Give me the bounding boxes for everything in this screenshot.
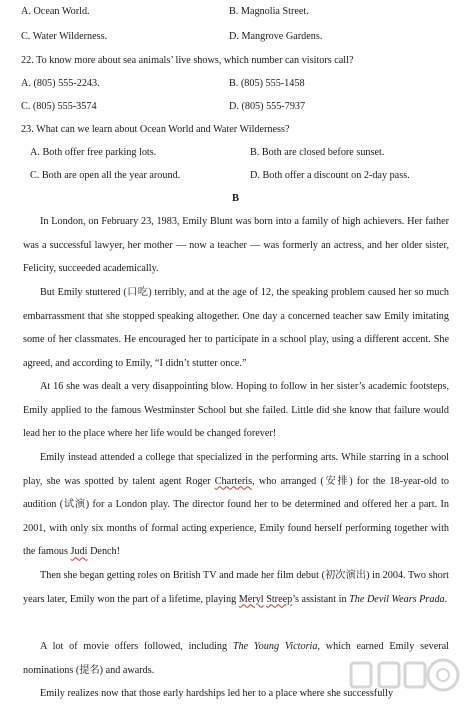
film-title: The Devil Wears Prada <box>349 593 445 605</box>
option-letter: A. <box>21 6 31 17</box>
q22-option-d[interactable] <box>229 101 305 112</box>
q22-option-a[interactable] <box>21 78 100 89</box>
option-text: Both are open all the year around. <box>41 170 181 181</box>
option-letter: C. <box>30 170 40 181</box>
paragraph-text: , which earned Emily several nominations (提名) and awards. <box>23 641 449 676</box>
person-name: Streep <box>266 593 293 605</box>
option-letter: C. <box>21 101 31 112</box>
option-text: Both are closed before sunset. <box>261 147 385 158</box>
option-text: Both offer a discount on 2-day pass. <box>262 170 410 181</box>
paragraph-text: Emily instead attended a college that specialized in the performing arts. While starring in a school play, she was spotted by talent agent Roger <box>23 452 449 487</box>
person-name: Judi <box>70 546 88 558</box>
q22-stem: 22. To know more about sea animals’ live shows, which number can visitors call? <box>21 55 354 66</box>
q21-option-b[interactable] <box>229 6 309 17</box>
passage-paragraph-7: Emily realizes now that those early hardships led her to a place where she successfully <box>40 688 394 699</box>
q23-option-d[interactable] <box>250 170 410 181</box>
person-name: Meryl <box>238 593 264 605</box>
passage-paragraph-3: At 16 she was dealt a very disappointing blow. Hoping to follow in her sister’s academic footsteps, Emily applied to the famous Westminster School but she failed. Little did she know that failure would lead her to the place where her life would be changed forever! <box>23 381 449 440</box>
q22-option-c[interactable] <box>21 101 97 112</box>
option-text: Water Wilderness. <box>32 31 108 42</box>
option-letter: B. <box>229 78 239 89</box>
option-text: (805) 555-2243. <box>33 78 100 89</box>
passage-paragraph-4 <box>23 446 449 564</box>
option-text: (805) 555-7937 <box>241 101 306 112</box>
passage-paragraph-5 <box>23 564 449 611</box>
paragraph-text: , who arranged (安排) for the 18-year-old to audition (试演) for a London play. The director found her to be determined and offered her a part. In 2001, with only six months of formal acting experience, Emily found herself performing together with the famous <box>23 475 449 558</box>
option-text: Both offer free parking lots. <box>42 147 157 158</box>
passage-paragraph-1: In London, on February 23, 1983, Emily Blunt was born into a family of high achievers. Her father was a successful lawyer, her mother — now a teacher — was formerly an actress, and her older sister, Felicity, succeeded academically. <box>23 216 449 275</box>
person-name: Charteris <box>214 475 253 487</box>
option-letter: B. <box>229 6 239 17</box>
paragraph-text: Dench! <box>87 546 121 558</box>
option-letter: A. <box>21 78 31 89</box>
q21-option-d[interactable] <box>229 31 322 42</box>
q21-option-c[interactable] <box>21 31 107 42</box>
option-letter: D. <box>229 31 239 42</box>
option-letter: A. <box>30 147 40 158</box>
q23-option-b[interactable] <box>250 147 384 158</box>
q21-option-a[interactable] <box>21 6 90 17</box>
option-letter: B. <box>250 147 260 158</box>
paragraph-text: ’s assistant in <box>292 593 350 605</box>
q23-option-c[interactable] <box>30 170 180 181</box>
stamp-logo-icon <box>343 655 463 697</box>
option-text: Ocean World. <box>33 6 90 17</box>
option-letter: C. <box>21 31 31 42</box>
paragraph-text: . <box>444 593 448 605</box>
q23-stem: 23. What can we learn about Ocean World and Water Wilderness? <box>21 124 290 135</box>
passage-paragraph-2: But Emily stuttered (口吃) terribly, and at the age of 12, the speaking problem caused her so much embarrassment that she stopped speaking altogether. One day a concerned teacher saw Emily imitating some of her classmates. He encouraged her to participate in a school play, using a different accent. She agreed, and according to Emily, “I didn’t stutter once.” <box>23 287 449 369</box>
q23-option-a[interactable] <box>30 147 156 158</box>
q22-option-b[interactable] <box>229 78 305 89</box>
section-title: B <box>231 193 239 204</box>
option-text: Magnolia Street. <box>240 6 309 17</box>
option-text: Mangrove Gardens. <box>241 31 323 42</box>
paragraph-text: Then she began getting roles on British TV and made her film debut (初次演出) in 2004. Two short years later, Emily won the part of a lifetime, playing <box>23 570 449 605</box>
option-text: (805) 555-1458 <box>240 78 305 89</box>
paragraph-text: A lot of movie offers followed, including <box>40 641 233 652</box>
option-letter: D. <box>250 170 260 181</box>
option-text: (805) 555-3574 <box>32 101 97 112</box>
option-letter: D. <box>229 101 239 112</box>
film-title: The Young Victoria <box>232 641 318 652</box>
